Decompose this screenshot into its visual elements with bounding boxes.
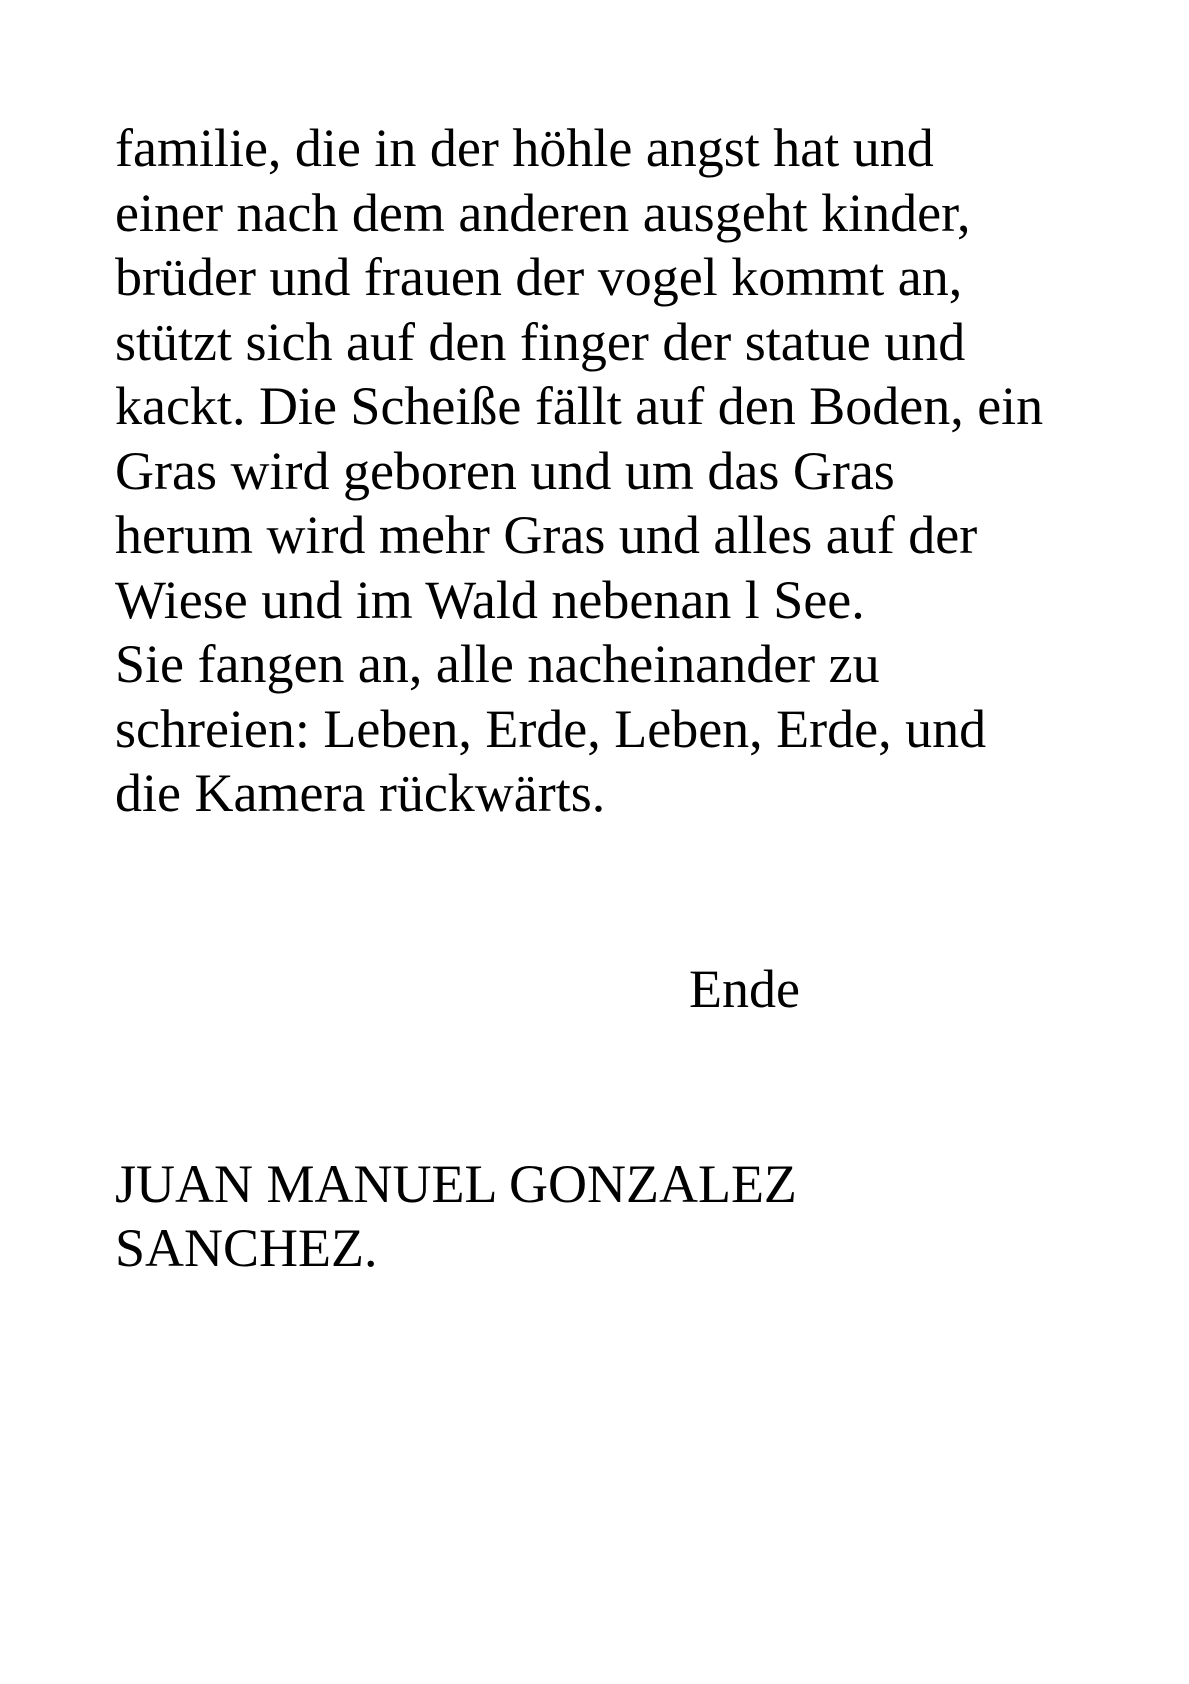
author-line: SANCHEZ. xyxy=(115,1218,378,1278)
text-line: familie, die in der höhle angst hat und xyxy=(115,118,934,178)
author-name xyxy=(115,1152,797,1280)
text-line: brüder und frauen der vogel kommt an, xyxy=(115,247,963,307)
author-line: JUAN MANUEL GONZALEZ xyxy=(115,1154,797,1214)
body-text xyxy=(115,116,1043,826)
text-line: die Kamera rückwärts. xyxy=(115,763,606,823)
text-line: schreien: Leben, Erde, Leben, Erde, und xyxy=(115,698,987,759)
text-line: Wiese und im Wald nebenan l See. xyxy=(115,569,865,630)
text-line: herum wird mehr Gras und alles auf der xyxy=(115,505,978,565)
text-line: einer nach dem anderen ausgeht kinder, xyxy=(115,182,971,243)
text-line: stützt sich auf den finger der statue und xyxy=(115,311,966,372)
end-label: Ende xyxy=(689,959,800,1019)
text-line: Gras wird geboren und um das Gras xyxy=(115,440,895,501)
text-line: kackt. Die Scheiße fällt auf den Boden, ein xyxy=(115,376,1044,436)
text-line: Sie fangen an, alle nacheinander zu xyxy=(115,634,880,694)
